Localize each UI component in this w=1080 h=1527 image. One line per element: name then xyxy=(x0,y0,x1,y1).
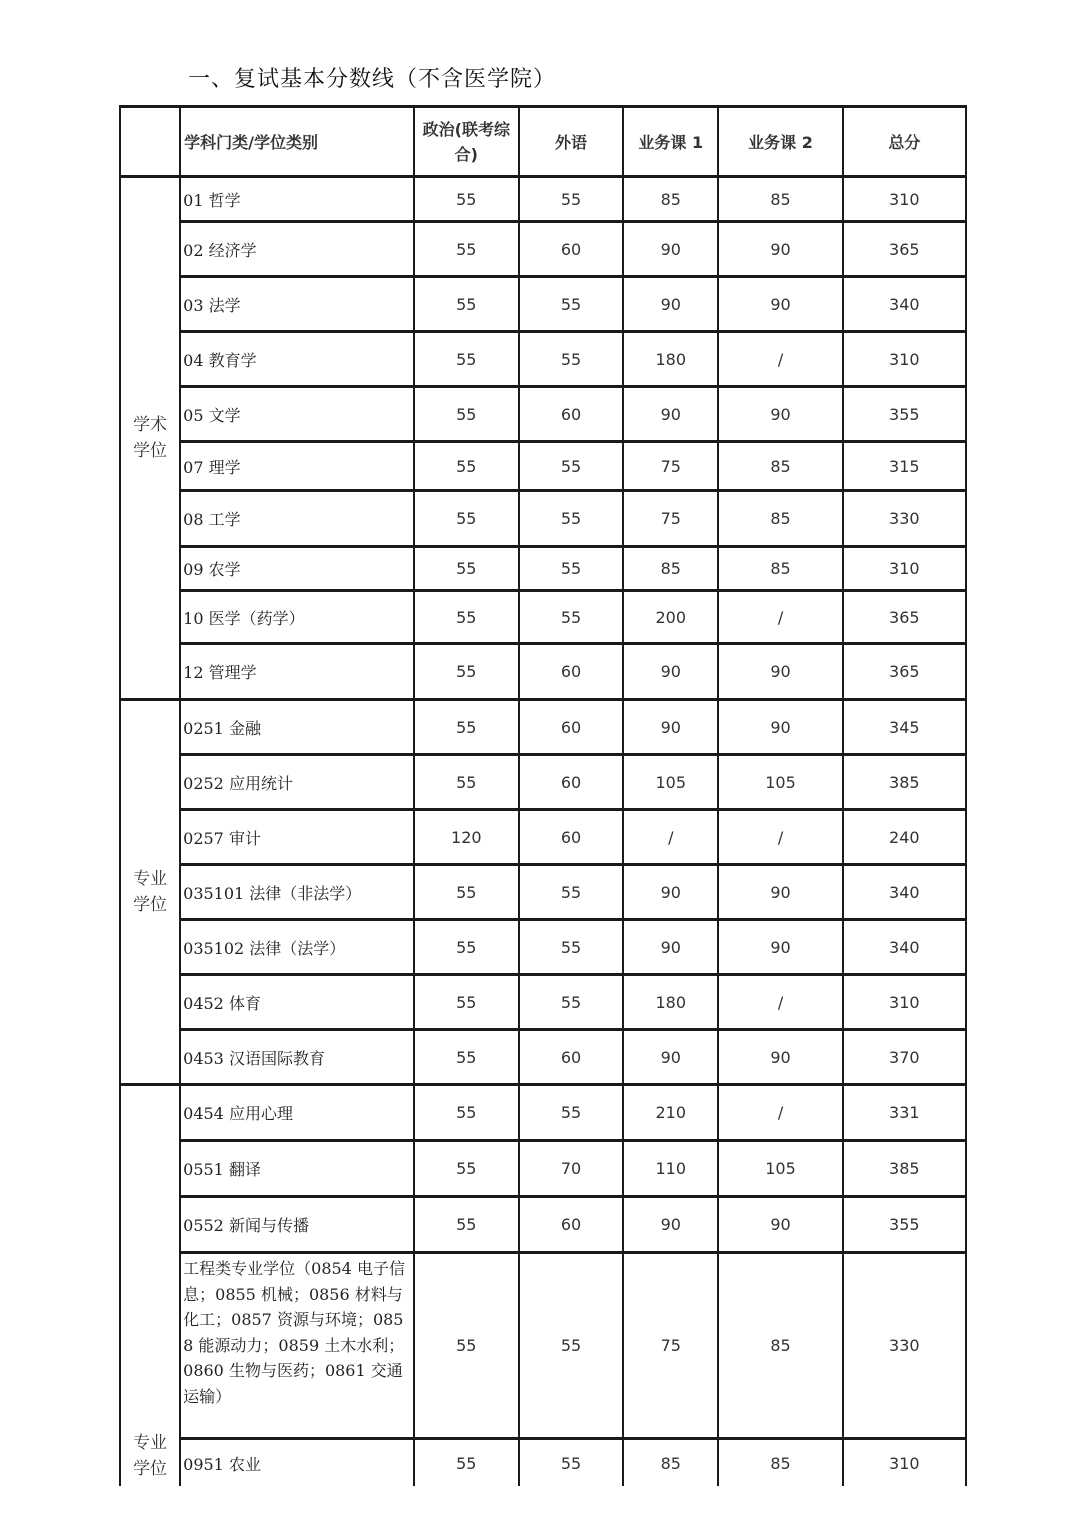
course1-cell: 85 xyxy=(624,548,719,592)
foreign-cell: 60 xyxy=(520,701,624,756)
course1-cell: 90 xyxy=(624,223,719,278)
total-cell: 355 xyxy=(844,388,967,443)
category-cell: 03 法学 xyxy=(181,278,415,333)
category-cell: 01 哲学 xyxy=(181,178,415,223)
category-cell: 0252 应用统计 xyxy=(181,756,415,811)
category-cell: 0454 应用心理 xyxy=(181,1086,415,1142)
course1-cell: 180 xyxy=(624,976,719,1031)
foreign-cell: 60 xyxy=(520,223,624,278)
course2-cell: 90 xyxy=(719,1031,843,1086)
category-cell: 工程类专业学位（0854 电子信息；0855 机械；0856 材料与化工；0857 资源与环境；0858 能源动力；0859 土木水利；0860 生物与医药；0861 交通运输） xyxy=(181,1254,415,1440)
total-cell: 365 xyxy=(844,645,967,701)
course1-cell: 75 xyxy=(624,443,719,492)
header-group xyxy=(121,108,181,178)
table-row xyxy=(121,1086,967,1142)
total-cell: 310 xyxy=(844,178,967,223)
politics-cell: 55 xyxy=(415,701,520,756)
politics-cell: 55 xyxy=(415,976,520,1031)
politics-cell: 55 xyxy=(415,1198,520,1254)
foreign-cell: 55 xyxy=(520,1086,624,1142)
politics-cell: 55 xyxy=(415,756,520,811)
politics-cell: 55 xyxy=(415,1142,520,1198)
course2-cell: 85 xyxy=(719,178,843,223)
course1-cell: 90 xyxy=(624,921,719,976)
course2-cell: / xyxy=(719,592,843,645)
course1-cell: 90 xyxy=(624,866,719,921)
category-cell: 09 农学 xyxy=(181,548,415,592)
category-cell: 0257 审计 xyxy=(181,811,415,866)
course1-cell: 180 xyxy=(624,333,719,388)
total-cell: 365 xyxy=(844,223,967,278)
course2-cell: 90 xyxy=(719,388,843,443)
total-cell: 365 xyxy=(844,592,967,645)
total-cell: 310 xyxy=(844,548,967,592)
course2-cell: 90 xyxy=(719,223,843,278)
total-cell: 340 xyxy=(844,921,967,976)
course1-cell: 110 xyxy=(624,1142,719,1198)
table-row xyxy=(121,178,967,223)
group-label: 专业学位 xyxy=(133,869,168,915)
course2-cell: / xyxy=(719,333,843,388)
category-cell: 07 理学 xyxy=(181,443,415,492)
course1-cell: 75 xyxy=(624,492,719,548)
foreign-cell: 55 xyxy=(520,866,624,921)
table-row xyxy=(121,388,967,443)
table-row xyxy=(121,1198,967,1254)
course1-cell: 210 xyxy=(624,1086,719,1142)
course2-cell: 85 xyxy=(719,443,843,492)
table-row xyxy=(121,1254,967,1440)
total-cell: 240 xyxy=(844,811,967,866)
foreign-cell: 60 xyxy=(520,1198,624,1254)
course2-cell: 105 xyxy=(719,1142,843,1198)
total-cell: 340 xyxy=(844,866,967,921)
course2-cell: / xyxy=(719,1086,843,1142)
course1-cell: / xyxy=(624,811,719,866)
header-course1: 业务课 1 xyxy=(624,108,719,178)
course2-cell: 90 xyxy=(719,921,843,976)
category-cell: 04 教育学 xyxy=(181,333,415,388)
total-cell: 310 xyxy=(844,1440,967,1486)
politics-cell: 55 xyxy=(415,592,520,645)
category-cell: 10 医学（药学） xyxy=(181,592,415,645)
course2-cell: / xyxy=(719,976,843,1031)
foreign-cell: 60 xyxy=(520,388,624,443)
total-cell: 330 xyxy=(844,492,967,548)
table-row xyxy=(121,333,967,388)
course1-cell: 90 xyxy=(624,1198,719,1254)
politics-cell: 55 xyxy=(415,921,520,976)
total-cell: 331 xyxy=(844,1086,967,1142)
course2-cell: 85 xyxy=(719,548,843,592)
table-row xyxy=(121,866,967,921)
total-cell: 310 xyxy=(844,333,967,388)
table-row xyxy=(121,756,967,811)
group-professional xyxy=(121,701,181,1086)
foreign-cell: 60 xyxy=(520,645,624,701)
course1-cell: 200 xyxy=(624,592,719,645)
politics-cell: 55 xyxy=(415,223,520,278)
foreign-cell: 55 xyxy=(520,333,624,388)
total-cell: 340 xyxy=(844,278,967,333)
course2-cell: 85 xyxy=(719,1440,843,1486)
total-cell: 355 xyxy=(844,1198,967,1254)
course2-cell: / xyxy=(719,811,843,866)
total-cell: 310 xyxy=(844,976,967,1031)
table-row xyxy=(121,645,967,701)
header-course2: 业务课 2 xyxy=(719,108,843,178)
course1-cell: 90 xyxy=(624,278,719,333)
politics-cell: 55 xyxy=(415,333,520,388)
foreign-cell: 55 xyxy=(520,976,624,1031)
header-row xyxy=(121,108,967,178)
total-cell: 345 xyxy=(844,701,967,756)
total-cell: 370 xyxy=(844,1031,967,1086)
foreign-cell: 55 xyxy=(520,178,624,223)
table-row xyxy=(121,921,967,976)
course2-cell: 90 xyxy=(719,701,843,756)
table-row xyxy=(121,1031,967,1086)
course2-cell: 105 xyxy=(719,756,843,811)
category-cell: 0951 农业 xyxy=(181,1440,415,1486)
foreign-cell: 55 xyxy=(520,548,624,592)
page-heading: 一、复试基本分数线（不含医学院） xyxy=(188,67,557,92)
category-cell: 08 工学 xyxy=(181,492,415,548)
table-row xyxy=(121,223,967,278)
category-cell: 0251 金融 xyxy=(181,701,415,756)
course1-cell: 90 xyxy=(624,645,719,701)
header-politics: 政治(联考综合) xyxy=(415,108,520,178)
table-row xyxy=(121,976,967,1031)
foreign-cell: 55 xyxy=(520,278,624,333)
foreign-cell: 60 xyxy=(520,756,624,811)
foreign-cell: 55 xyxy=(520,921,624,976)
header-foreign: 外语 xyxy=(520,108,624,178)
politics-cell: 55 xyxy=(415,492,520,548)
group-label: 专业学位 xyxy=(133,1433,168,1479)
foreign-cell: 60 xyxy=(520,1031,624,1086)
politics-cell: 55 xyxy=(415,548,520,592)
category-cell: 0452 体育 xyxy=(181,976,415,1031)
course2-cell: 85 xyxy=(719,1254,843,1440)
table-row xyxy=(121,443,967,492)
course2-cell: 90 xyxy=(719,1198,843,1254)
foreign-cell: 70 xyxy=(520,1142,624,1198)
politics-cell: 55 xyxy=(415,1254,520,1440)
table-row xyxy=(121,811,967,866)
politics-cell: 55 xyxy=(415,278,520,333)
politics-cell: 55 xyxy=(415,178,520,223)
header-category: 学科门类/学位类别 xyxy=(181,108,415,178)
group-label: 学术学位 xyxy=(133,415,168,461)
total-cell: 315 xyxy=(844,443,967,492)
course1-cell: 75 xyxy=(624,1254,719,1440)
foreign-cell: 55 xyxy=(520,1254,624,1440)
course2-cell: 90 xyxy=(719,645,843,701)
category-cell: 0551 翻译 xyxy=(181,1142,415,1198)
politics-cell: 55 xyxy=(415,388,520,443)
course2-cell: 90 xyxy=(719,278,843,333)
total-cell: 385 xyxy=(844,1142,967,1198)
category-cell: 05 文学 xyxy=(181,388,415,443)
politics-cell: 55 xyxy=(415,1086,520,1142)
category-cell: 12 管理学 xyxy=(181,645,415,701)
course1-cell: 90 xyxy=(624,1031,719,1086)
total-cell: 330 xyxy=(844,1254,967,1440)
course2-cell: 85 xyxy=(719,492,843,548)
group-professional-2 xyxy=(121,1086,181,1486)
category-cell: 035102 法律（法学） xyxy=(181,921,415,976)
category-cell: 0453 汉语国际教育 xyxy=(181,1031,415,1086)
course1-cell: 105 xyxy=(624,756,719,811)
total-cell: 385 xyxy=(844,756,967,811)
course1-cell: 85 xyxy=(624,178,719,223)
table-row xyxy=(121,592,967,645)
foreign-cell: 55 xyxy=(520,592,624,645)
foreign-cell: 55 xyxy=(520,1440,624,1486)
politics-cell: 120 xyxy=(415,811,520,866)
table-row xyxy=(121,492,967,548)
header-total: 总分 xyxy=(844,108,967,178)
course1-cell: 85 xyxy=(624,1440,719,1486)
foreign-cell: 55 xyxy=(520,443,624,492)
category-cell: 02 经济学 xyxy=(181,223,415,278)
table-row xyxy=(121,278,967,333)
table-row xyxy=(121,1142,967,1198)
score-table xyxy=(119,105,967,1486)
politics-cell: 55 xyxy=(415,866,520,921)
table-row xyxy=(121,1440,967,1486)
table-row xyxy=(121,701,967,756)
politics-cell: 55 xyxy=(415,1031,520,1086)
course1-cell: 90 xyxy=(624,701,719,756)
course1-cell: 90 xyxy=(624,388,719,443)
politics-cell: 55 xyxy=(415,443,520,492)
politics-cell: 55 xyxy=(415,1440,520,1486)
group-academic xyxy=(121,178,181,701)
category-cell: 0552 新闻与传播 xyxy=(181,1198,415,1254)
politics-cell: 55 xyxy=(415,645,520,701)
category-cell: 035101 法律（非法学） xyxy=(181,866,415,921)
foreign-cell: 60 xyxy=(520,811,624,866)
table-row xyxy=(121,548,967,592)
foreign-cell: 55 xyxy=(520,492,624,548)
course2-cell: 90 xyxy=(719,866,843,921)
